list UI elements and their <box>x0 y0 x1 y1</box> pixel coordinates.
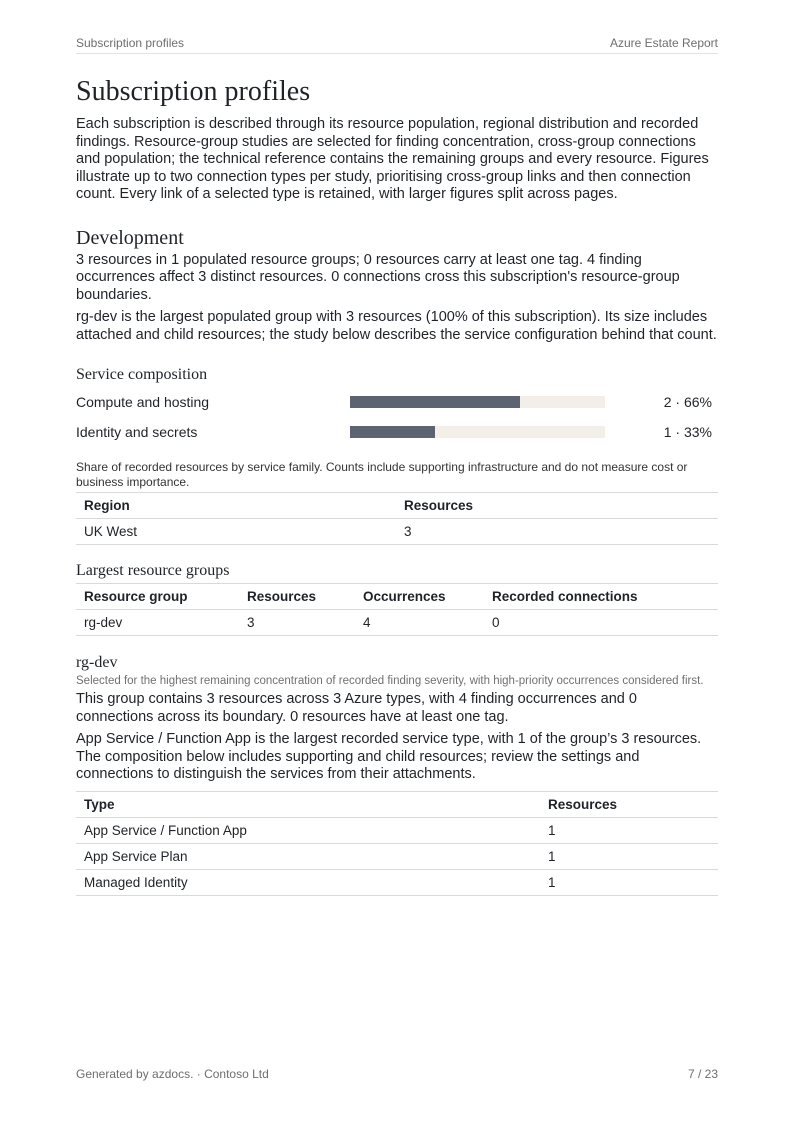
region-table <box>76 492 718 545</box>
rg-dev-largest-type: App Service / Function App is the largest recorded service type, with 1 of the group’s 3 resources. The composition below includes supporting and child resources; review the settings and connections to distinguish the services from their attachments. <box>76 731 702 782</box>
service-bar-track <box>350 396 605 408</box>
table-cell: App Service / Function App <box>84 822 247 838</box>
service-bar-track <box>350 426 605 438</box>
rg-dev-type-table <box>76 791 718 896</box>
page-content <box>76 74 718 896</box>
table-cell: App Service Plan <box>84 848 188 864</box>
table-cell: 3 <box>404 524 412 539</box>
table-row <box>76 817 718 843</box>
service-bar-fill <box>350 426 435 438</box>
table-row <box>76 610 718 636</box>
rg-dev-selection-note: Selected for the highest remaining concentration of recorded finding severity, with high-priority occurrences considered first. <box>76 675 704 687</box>
service-composition-heading: Service composition <box>76 366 208 383</box>
table-row <box>76 519 718 545</box>
table-cell: UK West <box>84 524 138 539</box>
table-cell: 0 <box>492 615 500 630</box>
service-bar-fill <box>350 396 520 408</box>
service-bar-row <box>76 387 718 417</box>
table-cell: Managed Identity <box>84 874 188 890</box>
service-composition-chart <box>76 387 718 447</box>
development-largest-group: rg-dev is the largest populated group with 3 resources (100% of this subscription). Its size includes attached and child resources; the study below describes the service configuration behind that count. <box>76 309 717 343</box>
report-page <box>76 0 718 1123</box>
column-header: Type <box>84 796 115 812</box>
service-bar-value: 1 · 33% <box>663 424 712 440</box>
service-composition-caption: Share of recorded resources by service family. Counts include supporting infrastructure and do not measure cost or business importance. <box>76 460 688 489</box>
service-bar-value: 2 · 66% <box>663 394 712 410</box>
column-header: Resources <box>247 589 317 604</box>
running-header <box>76 36 718 54</box>
service-bar-row <box>76 417 718 447</box>
footer-page-number: 7 / 23 <box>687 1067 718 1081</box>
table-row <box>76 843 718 869</box>
largest-groups-table <box>76 583 718 636</box>
table-header-row <box>76 584 718 610</box>
header-report-title: Azure Estate Report <box>609 36 718 50</box>
table-cell: 1 <box>548 874 556 890</box>
table-cell: rg-dev <box>84 615 123 630</box>
development-summary: 3 resources in 1 populated resource groups; 0 resources carry at least one tag. 4 finding occurrences affect 3 distinct resources. 0 connections cross this subscription's resource-group boundaries. <box>76 251 680 303</box>
column-header: Recorded connections <box>492 589 638 604</box>
table-header-row <box>76 493 718 519</box>
table-header-row <box>76 791 718 817</box>
rg-dev-summary: This group contains 3 resources across 3 Azure types, with 4 finding occurrences and 0 connections across its boundary. 0 resources have at least one tag. <box>76 691 637 725</box>
table-cell: 4 <box>363 615 371 630</box>
column-header: Resources <box>404 498 474 513</box>
service-bar-label: Compute and hosting <box>76 394 210 410</box>
service-bar-label: Identity and secrets <box>76 424 198 440</box>
table-cell: 3 <box>247 615 255 630</box>
table-cell: 1 <box>548 848 556 864</box>
footer-generator: Generated by azdocs. · Contoso Ltd <box>76 1067 269 1081</box>
table-row <box>76 869 718 895</box>
column-header: Region <box>84 498 130 513</box>
column-header: Resources <box>548 796 618 812</box>
rg-dev-heading: rg-dev <box>76 654 118 671</box>
header-section-title: Subscription profiles <box>76 36 185 50</box>
table-cell: 1 <box>548 822 556 838</box>
development-heading: Development <box>76 226 184 249</box>
column-header: Occurrences <box>363 589 446 604</box>
intro-paragraph: Each subscription is described through its resource population, regional distribution and recorded findings. Resource-group studies are selected for finding concentration, cross-group connections and population; the technical reference contains the remaining groups and every resource. Figures illustrate up to two connection types per study, prioritising cross-group links and then connection count. Every link of a selected type is retained, with larger figures split across pages. <box>76 116 709 202</box>
page-title: Subscription profiles <box>76 76 311 107</box>
largest-groups-heading: Largest resource groups <box>76 562 230 579</box>
column-header: Resource group <box>84 589 188 604</box>
